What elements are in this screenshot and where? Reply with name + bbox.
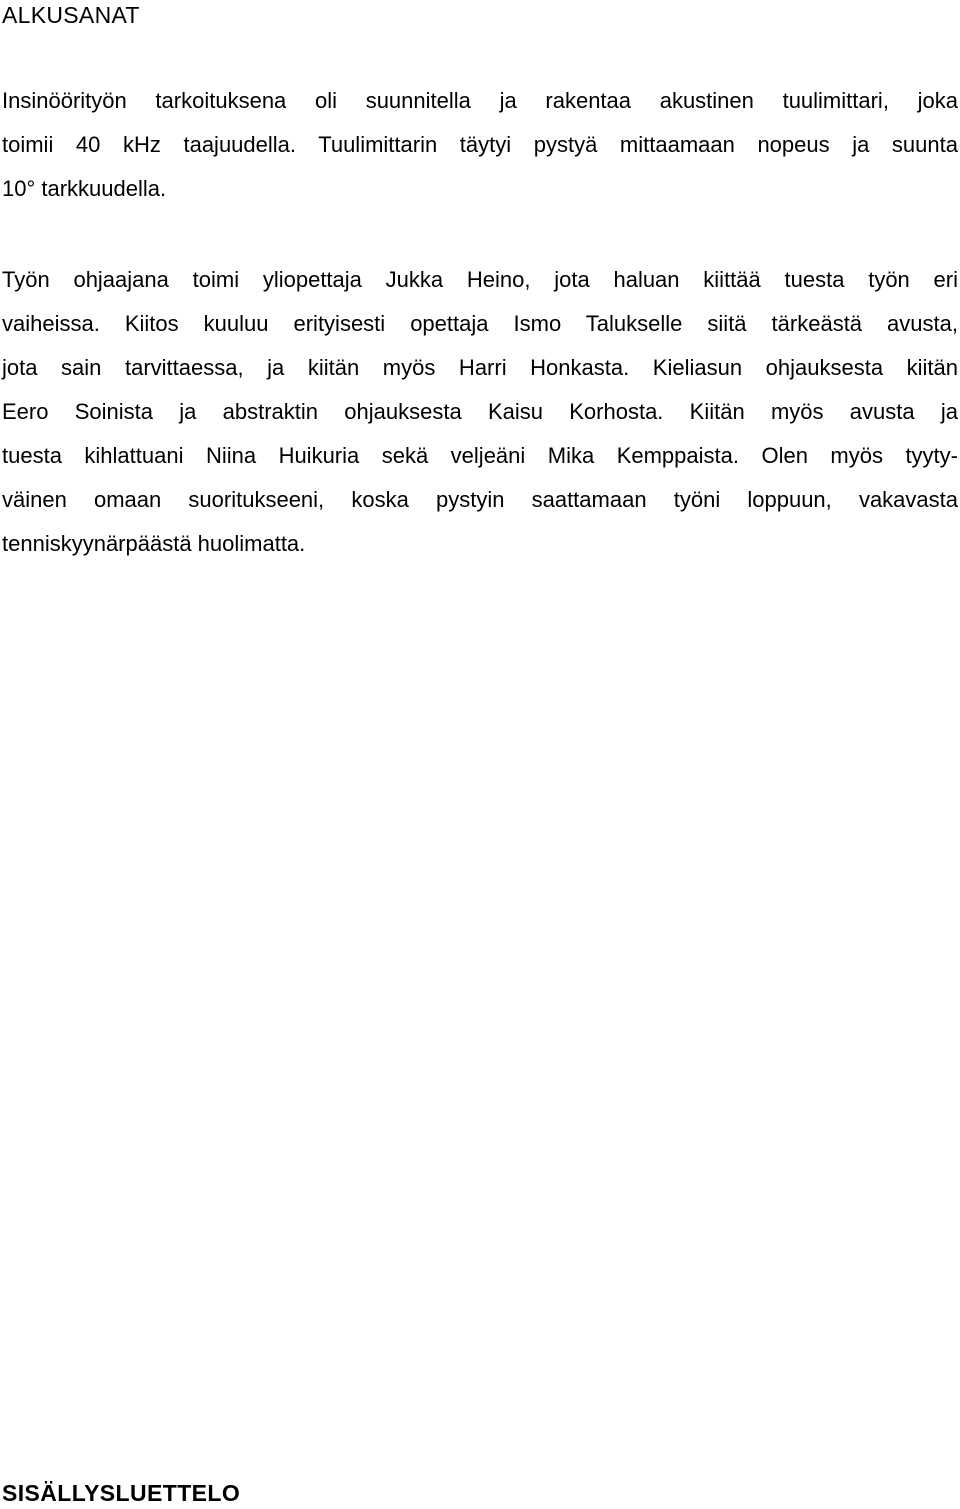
section-heading-sisallysluettelo: SISÄLLYSLUETTELO	[2, 1480, 241, 1506]
paragraph-line: Eero Soinista ja abstraktin ohjauksesta Kaisu Korhosta. Kiitän myös avusta ja	[2, 399, 958, 424]
section-heading-alkusanat: ALKUSANAT	[2, 2, 140, 28]
paragraph-purpose	[2, 79, 958, 211]
paragraph-acknowledgements	[2, 258, 958, 566]
paragraph-line: Insinöörityön tarkoituksena oli suunnitella ja rakentaa akustinen tuulimittari, joka	[2, 88, 958, 113]
paragraph-line: toimii 40 kHz taajuudella. Tuulimittarin täytyi pystyä mittaamaan nopeus ja suunta	[2, 132, 958, 157]
paragraph-line: 10° tarkkuudella.	[2, 176, 167, 201]
paragraph-line: tuesta kihlattuani Niina Huikuria sekä veljeäni Mika Kemppaista. Olen myös tyyty-	[2, 443, 958, 468]
paragraph-line: Työn ohjaajana toimi yliopettaja Jukka Heino, jota haluan kiittää tuesta työn eri	[2, 267, 958, 292]
paragraph-line: vaiheissa. Kiitos kuuluu erityisesti opettaja Ismo Talukselle siitä tärkeästä avusta,	[2, 311, 958, 336]
paragraph-line: väinen omaan suoritukseeni, koska pystyin saattamaan työni loppuun, vakavasta	[2, 487, 958, 512]
paragraph-line: tenniskyynärpäästä huolimatta.	[2, 531, 306, 556]
paragraph-line: jota sain tarvittaessa, ja kiitän myös Harri Honkasta. Kieliasun ohjauksesta kiitän	[2, 355, 958, 380]
